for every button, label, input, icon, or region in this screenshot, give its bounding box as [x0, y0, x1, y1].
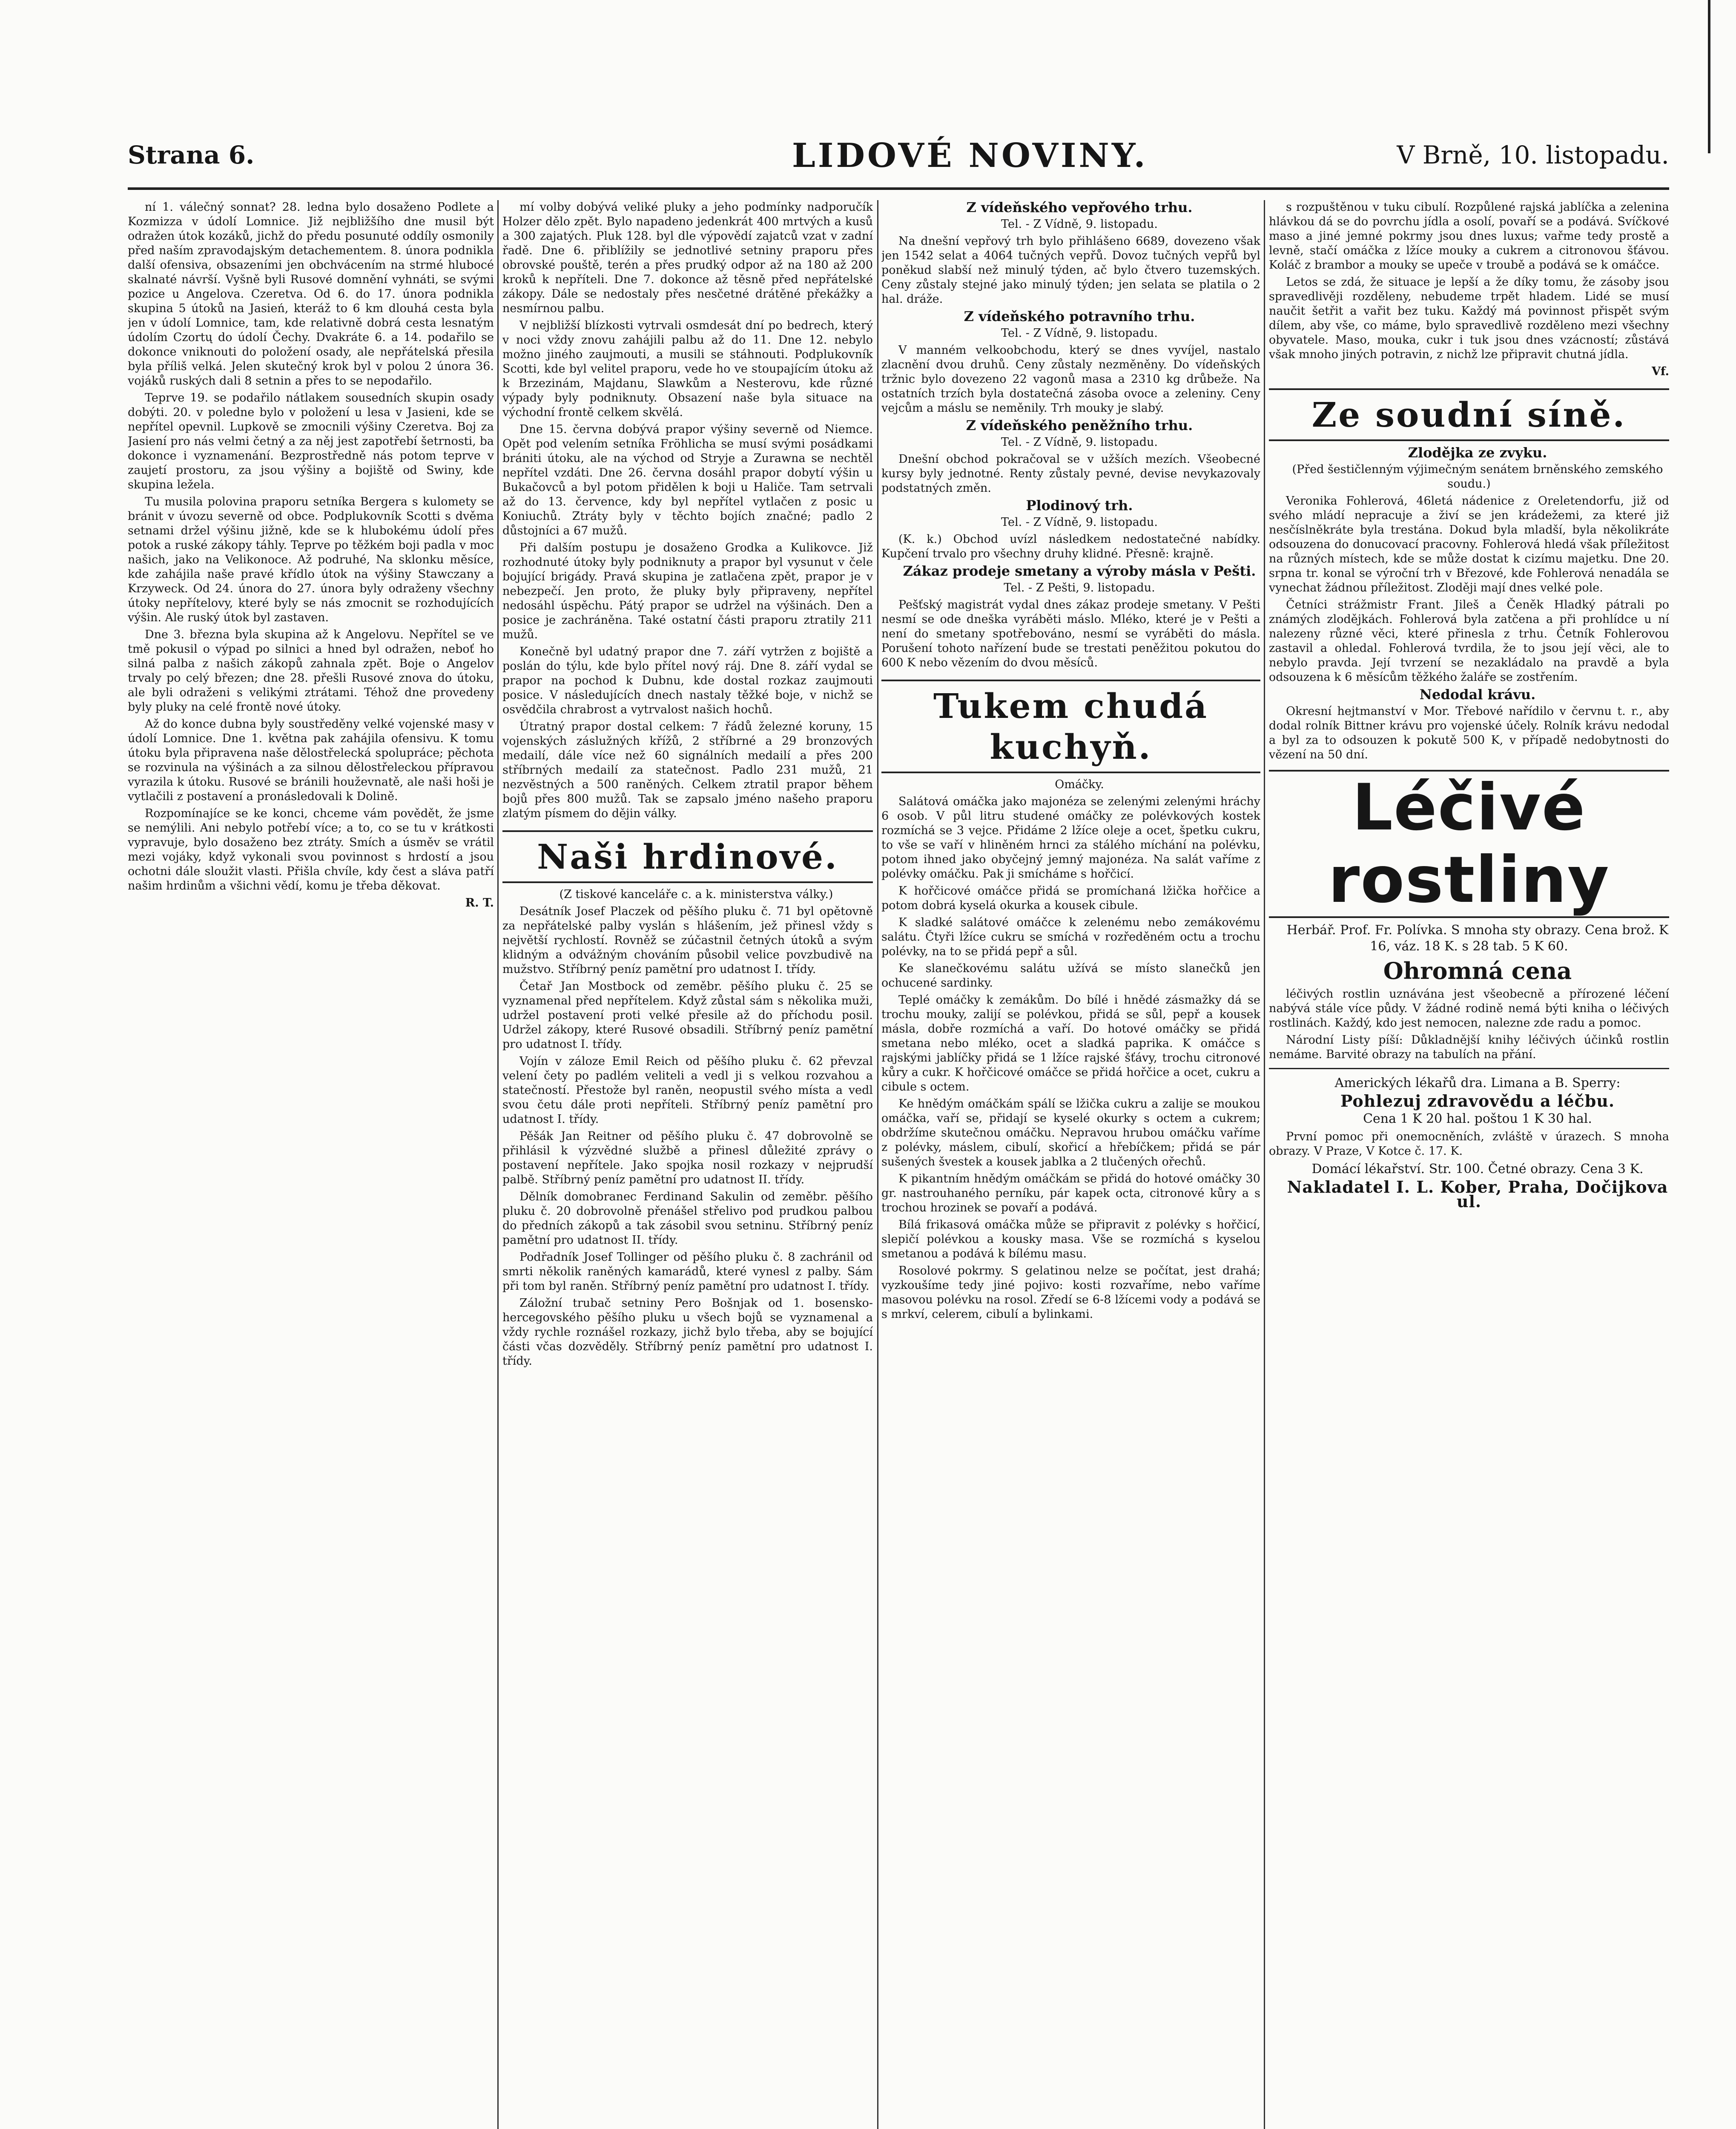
cow-article-title: Nedodal krávu. — [1419, 686, 1536, 703]
article-paragraph: Útratný prapor dostal celkem: 7 řádů železné koruny, 15 vojenských záslužných křížů, 2 stříbrné a 29 bronzových medailí, dále více než 60 signálních medailí a přes 200 stříbrných medailí za statečnost. Padlo 231 mužů, 21 nezvěstných a 500 raněných. Celkem ztratil prapor během bojů přes 800 mužů. Tak se zapsalo jméno našeho praporu zlatým písmem do dějin války. — [502, 720, 873, 820]
article-paragraph: Až do konce dubna byly soustředěny velké vojenské masy v údolí Lomnice. Dne 1. května pak zahájila ofensivu. K tomu útoku byla připravena naše dělostřelecká spolupráce; pěchota se rozvinula na výšinách a za silnou dělostřeleckou přípravou vyrazila k útoku. Rusové se bránili houževnatě, ale naši hoši je vytlačili z postavení a pronásledovali k Dolině. — [128, 717, 494, 803]
column-4 — [1269, 200, 1669, 2129]
article-paragraph: V nejbližší blízkosti vytrvali osmdesát dní po bedrech, který v noci vždy znovu zahájili palbu až do 11. Dne 12. nebylo možno jiného zaujmouti, a musili se stáhnouti. Podplukovník Scotti, kde byl velitel praporu, vede ho ve stoupajícím útoku až k Brzezinám, Majdanu, Slawkům a Nesterovu, kde různé výpady byly podniknuty. Obsazení naše byla situace na východní frontě celkem skvělá. — [502, 319, 873, 419]
ad-doctors: Amerických lékařů dra. Limana a B. Sperry: — [1334, 1076, 1621, 1090]
newspaper-title: LIDOVÉ NOVINY. — [792, 136, 1148, 175]
column-2 — [502, 200, 873, 2129]
food-market-dateline: Tel. - Z Vídně, 9. listopadu. — [1001, 327, 1158, 340]
ad-title: Léčivé rostliny — [1269, 770, 1669, 918]
recipe-paragraph: Ke hnědým omáčkám spálí se lžička cukru a zalije se moukou omáčka, vaří se, přidají se kyselé okurky s octem a cukrem; obdržíme skutečnou omáčku. Nepravou hrubou omáčku vaříme z polévky, máslem, cibulí, skořicí a hřebíčkem; přidá se pár sušených švestek a kousek jablka a 2 tlučených ořechů. — [881, 1097, 1260, 1168]
hero-entry: Desátník Josef Placzek od pěšího pluku č. 71 byl opětovně za nepřátelské palby vyslán s hlášením, jež přinesl vždy s největší rychlostí. Rovněž se zúčastnil četných útoků a svým klidným a odvážným chováním působil velice povzbudivě na mužstvo. Stříbrný peníz pamětní pro udatnost I. třídy. — [502, 905, 873, 976]
ad-home-medicine: Domácí lékařství. Str. 100. Četné obrazy. Cena 3 K. — [1311, 1162, 1644, 1176]
recipe-paragraph: K pikantním hnědým omáčkám se přidá do hotové omáčky 30 gr. nastrouhaného perníku, pár kapek octa, citronové kůry a s trochou hrozinek se povaří a podává. — [881, 1172, 1260, 1214]
hero-entry: Záložní trubač setniny Pero Bošnjak od 1. bosensko-hercegovského pěšího pluku u všech bojů se vyznamenal a vždy rychle roznášel rozkazy, jichž bylo třeba, aby se bojující části včas dozvěděly. Stříbrný peníz pamětní pro udatnost I. třídy. — [502, 1297, 873, 1368]
ad-divider — [1269, 1068, 1669, 1069]
column-1 — [128, 200, 494, 2129]
article-paragraph: Při dalším postupu je dosaženo Grodka a Kulikovce. Již rozhodnuté útoky byly podniknuty a prapor byl vysunut v čele bojující brigády. Pravá skupina je zatlačena zpět, prapor je v nebezpečí. Jen proto, že pluky byly připraveny, nepřítel nedosáhl úspěchu. Pátý prapor se udržel na výšinách. Den a posice je zachráněna. Také ostatní části praporu ztratily 211 mužů. — [502, 541, 873, 641]
article-paragraph: Dne 3. března byla skupina až k Angelovu. Nepřítel se ve tmě pokusil o výpad po silnici a hned byl odražen, neboť ho silná palba z našich zákopů zahnala zpět. Boje o Angelov trvaly po celý březen; dne 28. přešli Rusové znova do útoku, ale byli odraženi s velikými ztrátami. Téhož dne provedeny byly pluky na celé frontě nové útoky. — [128, 628, 494, 714]
article-paragraph: Konečně byl udatný prapor dne 7. září vytržen z bojiště a poslán do týlu, kde bylo přítel nový ráj. Dne 8. září vydal se prapor na pochod k Dubnu, kde dostal rozkaz zaujmouti posice. V následujících dnech nastaly těžké boje, v nichž se osvědčila chrabrost a vytrvalost našich hochů. — [502, 645, 873, 716]
recipe-paragraph: Teplé omáčky k zemákům. Do bílé i hnědé zásmažky dá se trochu mouky, zalijí se polévkou, přidá se sůl, pepř a kousek másla, dobře rozmíchá a vaří. Do hotové omáčky se přidá smetana nebo mléko, ocet a sladká paprika. K omáčce s rajskými jablíčky přidá se 1 lžíce rajské šťávy, trochu citronové kůry a cukr. K hořčicové omáčce se přidá hořčice a ocet, cukru a cibule s octem. — [881, 993, 1260, 1093]
article-paragraph: s rozpuštěnou v tuku cibulí. Rozpůlené rajská jablíčka a zelenina hlávkou dá se do povrchu jídla a osolí, povaří se a podává. Svíčkové maso a jiné jemné pokrmy jsou dnes luxus; vařme tedy prostě a levně, stačí omáčka z lžíce mouky a cukrem a citronovou šťávou. Koláč z brambor a mouky se upeče v troubě a podává se k omáčce. — [1269, 201, 1669, 272]
article-paragraph: Veronika Fohlerová, 46letá nádenice z Oreletendorfu, již od svého mládí nepracuje a živí se jen krádežemi, za které již nesčíslněkráte byla trestána. Dokud byla mladší, byla několikráte odsouzena do donucovací pracovny. Fohlerová hledá však příležitost na různých místech, kde se může dostat k cizímu majetku. Dne 20. srpna tr. konal se výroční trh v Březové, kde Fohlerová nenadála se vynechat žádnou příležitost. Zloději mají dnes velké pole. — [1269, 494, 1669, 594]
money-market-title: Z vídeňského peněžního trhu. — [966, 417, 1193, 433]
article-paragraph: Rozpomínajíce se ke konci, chceme vám povědět, že jsme se nemýlili. Ani nebylo potřebí více; a to, co se tu v krátkosti vypravuje, bylo dosaženo bez ztráty. Smích a úsměv se vrátil mezi vojáky, když vykonali svou povinnost s hrdostí a jsou ochotni dále sloužit vlasti. Přišla chvíle, kdy čest a sláva patří našim hrdinům a všichni vědí, komu je třeba děkovat. — [128, 807, 494, 892]
article-paragraph: Teprve 19. se podařilo nátlakem sousedních skupin osady dobýti. 20. v poledne bylo v položení u lesa v Jasieni, kde se nepřítel opevnil. Lupkově se zmocnili výšiny Czeretva. Boj za Jasiení pro nás velmi četný a za něj jest zapotřebí šetrnosti, ba dokonce i vyznamenání. Bezprostředně nás potom teprve v zaujetí prostoru, za jsou výšiny a bojiště od Swiny, kde skupina ležela. — [128, 391, 494, 491]
column-3 — [881, 200, 1260, 2129]
thief-article-title: Zlodějka ze zvyku. — [1408, 445, 1547, 461]
ad-book-title: Pohlezuj zdravovědu a léčbu. — [1340, 1091, 1615, 1110]
money-market-dateline: Tel. - Z Vídně, 9. listopadu. — [1001, 436, 1158, 449]
pork-market-text: Na dnešní vepřový trh bylo přihlášeno 6689, dovezeno však jen 1542 selat a 4064 tučných vepřů. Dovoz tučných vepřů byl poněkud slabší než minulý týden, ač bylo čtvero tuzemských. Ceny zůstaly stejné jako minulý týden; jen selata se platila o 2 hal. dráže. — [881, 235, 1260, 306]
food-market-title: Z vídeňského potravního trhu. — [964, 308, 1195, 324]
produce-market-text: (K. k.) Obchod uvízl následkem nedostatečné nabídky. Kupčení trvalo pro všechny druhy klidné. Přesně: krajně. — [881, 533, 1260, 560]
cream-ban-dateline: Tel. - Z Pešti, 9. listopadu. — [1004, 581, 1155, 594]
ad-price: Cena 1 K 20 hal. poštou 1 K 30 hal. — [1363, 1111, 1592, 1126]
article-paragraph: Letos se zdá, že situace je lepší a že díky tomu, že zásoby jsou spravedlivěji rozděleny, nebudeme trpět hladem. Lidé se musí naučit šetřit a vařit bez tuku. Každý má povinnost přispět svým dílem, aby vše, co máme, bylo spravedlivě rozděleno mezi všechny obyvatele. Maso, mouka, cukr i tuk jsou dnes vzácností; zůstává však mnoho jiných potravin, z nichž lze připravit chutná jídla. — [1269, 275, 1669, 361]
produce-market-dateline: Tel. - Z Vídně, 9. listopadu. — [1001, 516, 1158, 529]
heroes-section-subtitle: (Z tiskové kanceláře c. a k. ministerstva války.) — [559, 888, 833, 901]
column-rule — [877, 200, 878, 2129]
food-market-text: V manném velkoobchodu, který se dnes vyvíjel, nastalo zlacnění dvou druhů. Ceny zůstaly nezměněny. Do vídeňských tržnic bylo dovezeno 22 vagonů masa a 2310 kg drůbeže. Na ostatních trzích byla dostatečná zásoba ovoce a zeleniny. Ceny vejcům a máslu se neměnily. Trh mouky je slabý. — [881, 344, 1260, 415]
ad-intro: Herbář. Prof. Fr. Polívka. S mnoha sty obrazy. Cena brož. K 16, váz. 18 K. s 28 tab. 5 K 60. — [1286, 923, 1669, 954]
produce-market-title: Plodinový trh. — [1026, 497, 1133, 514]
ad-text: První pomoc při onemocněních, zvláště v úrazech. S mnoha obrazy. V Praze, V Kotce č. 17. K. — [1269, 1130, 1669, 1158]
column-rule — [497, 200, 499, 2129]
ad-text: léčivých rostlin uznávána jest všeobecně a přírozené léčení nabývá stále více půdy. V žádné rodině nemá býti kniha o léčivých rostlinách. Každý, kdo jest nemocen, nalezne zde radu a pomoc. — [1269, 987, 1669, 1030]
page-header — [128, 136, 1669, 190]
hero-entry: Vojín v záloze Emil Reich od pěšího pluku č. 62 převzal velení čety po padlém veliteli a vedl ji s velkou rozvahou a statečností. Přestože byl raněn, neopustil svého místa a vedl svou četu dále proti nepříteli. Stříbrný peníz pamětní pro udatnost I. třídy. — [502, 1055, 873, 1126]
article-paragraph: Dne 15. června dobývá prapor výšiny severně od Niemce. Opět pod velením setníka Fröhlicha se musí svými posádkami brániti útoku, ale na východ od Stryje a Zurawna se nechtěl nepřítel vzdáti. Dne 26. června dosáhl prapor dobytí výšin u Bukačovců a byl potom přidělen k boji u Haliče. Tam setrvali až do 13. července, kdy byl nepřítel vytlačen z posic u Koniuchů. Ztráty byly v těchto bojích značné; padlo 2 důstojníci a 67 mužů. — [502, 423, 873, 537]
article-paragraph: Četníci strážmistr Frant. Jileš a Čeněk Hladký pátrali po známých zlodějkách. Fohlerová byla zatčena a při prohlídce u ní nalezeny různé věci, které přinesla z trhu. Četník Fohlerovou zastavil a ohledal. Fohlerová tvrdila, že to jsou její věci, ale to nebylo pravda. Její tvrzení se nezakládalo na pravdě a byla odsouzena k 6 měsícům těžkého žaláře se zostřením. — [1269, 598, 1669, 684]
ad-publisher: Nakladatel I. L. Kober, Praha, Dočijkova ul. — [1287, 1177, 1668, 1211]
page-edge-mark — [1708, 0, 1710, 153]
cream-ban-title: Zákaz prodeje smetany a výroby másla v Pešti. — [903, 563, 1256, 579]
cream-ban-text: Pešťský magistrát vydal dnes zákaz prodeje smetany. V Pešti nesmí se ode dneška vyráběti máslo. Mléko, které je v Pešti a není do smetany spotřebováno, nesmí se vyráběti do másla. Porušení tohoto nařízení bude se trestati peněžitou pokutou do 600 K nebo vězením do dvou měsíců. — [881, 598, 1260, 669]
recipe-paragraph: Ke slanečkovému salátu užívá se místo slanečků jen ochucené sardinky. — [881, 962, 1260, 990]
issue-date: V Brně, 10. listopadu. — [1397, 141, 1669, 169]
ad-text: Národní Listy píší: Důkladnější knihy léčivých účinků rostlin nemáme. Barvité obrazy na tabulích na přání. — [1269, 1033, 1669, 1061]
article-paragraph: mí volby dobývá veliké pluky a jeho podmínky nadporučík Holzer dělo zpět. Bylo napadeno jedenkrát 400 mrtvých a kusů a 300 zajatých. Pluk 128. byl dle výpovědí zajatců vzat v zadní řadě. Dne 6. přiblížily se jednotlivé setniny praporu přes obrovské pouště, terén a přes prudký odpor až na 180 až 200 kroků k nepříteli. Dne 7. dokonce až těsně před nepřátelské zákopy. Dále se nedostaly přes nesčetné drátěné překážky a nesmírnou palbu. — [502, 201, 873, 315]
recipe-paragraph: Salátová omáčka jako majonéza se zelenými zelenými hráchy 6 osob. V půl litru studené omáčky ze polévkových kostek rozmíchá se 3 vejce. Přidáme 2 lžíce oleje a ocet, špetku cukru, to vše se vaří v hliněném hrnci za stálého míchání na polévku, potom ihned jako obyčejný jemný majonéza. Na salát vaříme z polévky omáčku. Pak ji smícháme s hořčicí. — [881, 795, 1260, 881]
article-paragraph: Okresní hejtmanství v Mor. Třebové nařídilo v červnu t. r., aby dodal rolník Bittner krávu pro vojenské účely. Rolník krávu nedodal a byl za to odsouzen k pokutě 500 K, v případě nedobytnosti do vězení na 50 dní. — [1269, 705, 1669, 761]
money-market-text: Dnešní obchod pokračoval se v užších mezích. Všeobecné kursy byly jednotné. Renty zůstaly pevné, devise nevykazovaly podstatných změn. — [881, 453, 1260, 495]
hero-entry: Pěšák Jan Reitner od pěšího pluku č. 47 dobrovolně se přihlásil k výzvědné službě a přinesl důležité zprávy o postavení nepřítele. Jako spojka nosil rozkazy v nejprudší palbě. Stříbrný peníz pamětní pro udatnost II. třídy. — [502, 1130, 873, 1186]
hero-entry: Četař Jan Mostbock od zeměbr. pěšího pluku č. 25 se vyznamenal před nepřítelem. Když zůstal sám s několika muži, udržel postavení proti velké přesile až do příchodu posil. Udržel zákopy, které Rusové obsadili. Stříbrný peníz pamětní pro udatnost I. třídy. — [502, 980, 873, 1051]
recipe-paragraph: K sladké salátové omáčce k zelenému nebo zemákovému salátu. Čtyři lžíce cukru se smíchá v rozředěném octu a trochu polévky, na to se přidá pepř a sůl. — [881, 916, 1260, 958]
kitchen-section-subtitle: Omáčky. — [1055, 778, 1104, 791]
hero-entry: Podřadník Josef Tollinger od pěšího pluku č. 8 zachránil od smrti několik raněných kamarádů, které vynesl z palby. Sám při tom byl raněn. Stříbrný peníz pamětní pro udatnost I. třídy. — [502, 1251, 873, 1293]
ad-headline: Ohromná cena — [1383, 957, 1572, 984]
article-paragraph: Tu musila polovina praporu setníka Bergera s kulomety se bránit v úvozu severně od obce. Podplukovník Scotti s dvěma setnami držel výšinu jižně, kde se k hlubokému údolí přes potok a ruské zákopy táhly. Teprve po těžkém boji padla v moc našich, jako na Velikonoce. Až podruhé, Na sklonku měsíce, kde zahájila naše pravé křídlo útok na výšiny Stawczany a Krzyweck. Od 24. února do 27. února byly odraženy všechny útoky nepřítelovy, které byly se nás zmocnit se rozhodujících výšin. Ale ruský útok byl zastaven. — [128, 495, 494, 624]
pork-market-title: Z vídeňského vepřového trhu. — [966, 200, 1193, 215]
heroes-section-title: Naši hrdinové. — [502, 830, 873, 883]
recipe-paragraph: K hořčicové omáčce přidá se promíchaná lžička hořčice a potom dobrá kyselá okurka a kousek cibule. — [881, 884, 1260, 912]
court-section-title: Ze soudní síně. — [1269, 388, 1669, 441]
column-rule — [1264, 200, 1265, 2129]
page-number: Strana 6. — [128, 141, 255, 169]
thief-article-subtitle: (Před šestičlenným výjimečným senátem brněnského zemského soudu.) — [1292, 463, 1663, 491]
hero-entry: Dělník domobranec Ferdinand Sakulin od zeměbr. pěšího pluku č. 20 dobrovolně přenášel střelivo pod prudkou palbou do předních zákopů a tak zásobil svou setninu. Stříbrný peníz pamětní pro udatnost II. třídy. — [502, 1190, 873, 1247]
pork-market-dateline: Tel. - Z Vídně, 9. listopadu. — [1001, 218, 1158, 231]
recipe-paragraph: Rosolové pokrmy. S gelatinou nelze se počítat, jest drahá; vyzkoušíme tedy jiné pojivo: kosti rozvaříme, nebo vaříme masovou polévku na rosol. Zředí se 6-8 lžícemi vody a podává se s mrkví, celerem, cibulí a bylinkami. — [881, 1264, 1260, 1321]
article-signature: R. T. — [465, 896, 494, 910]
kitchen-section-title: Tukem chudá kuchyň. — [881, 680, 1260, 773]
article-paragraph: ní 1. válečný sonnat? 28. ledna bylo dosaženo Podlete a Kozmizza v údolí Lomnice. Již nejbližšího dne musil být odražen útok kozáků, jichž do předu posunuté oddíly osmonily před naším zpravodajským detachementem. 8. února podnikla další ofensiva, obsazeními jen obchvácením na strmé hlubocé skalnaté návrší. Vyšně byli Rusové domnění vyhnáti, se svými pozice u Angelova. Czeretva. Od 6. do 17. února podnikla skupina 5 útoků na Jasień, kteráž to 6 km dlouhá cesta byla jen v údolí Lomnice, tam, kde relativně dobrá cesta lesnatým údolím Czortų do údolí Čechy. Dvakráte 6. a 14. podařilo se dokonce vniknouti do položení osady, ale nepřátelská přesila byla příliš velká. Jelen skutečný krok byl v polou 2 února 36. vojáků ruských dali 8 setnin a přes to se nepodařilo. — [128, 201, 494, 387]
recipe-paragraph: Bílá frikasová omáčka může se připravit z polévky s hořčicí, slepičí polévkou a kousky masa. Vše se rozmíchá s kyselou smetanou a podává k bílému masu. — [881, 1218, 1260, 1260]
article-signature: Vf. — [1651, 365, 1669, 378]
